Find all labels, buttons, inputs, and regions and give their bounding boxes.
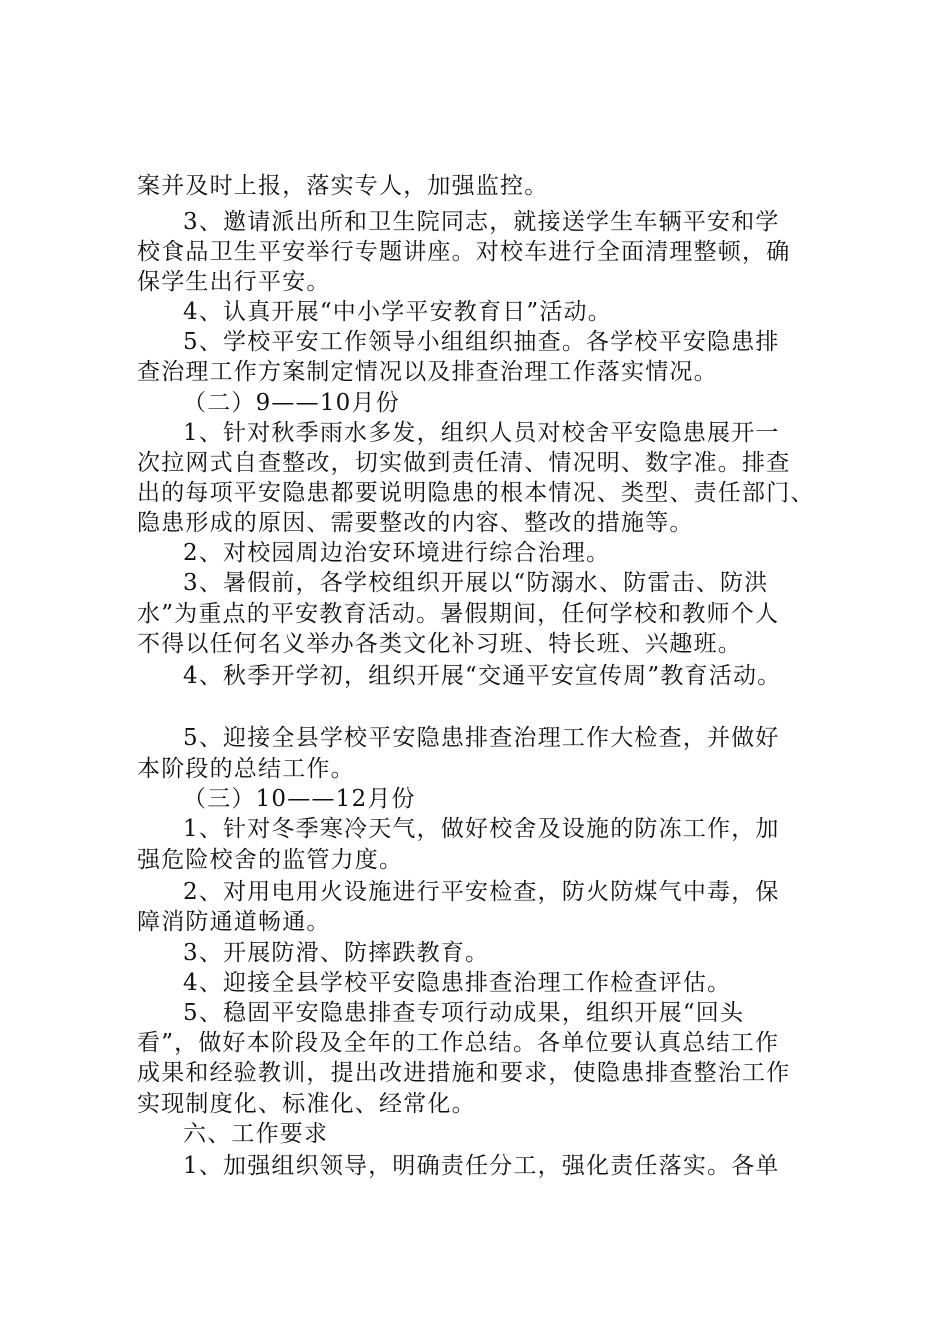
text-line: 3、邀请派出所和卫生院同志，就接送学生车辆平安和学 — [183, 209, 780, 235]
text-line: 1、针对秋季雨水多发，组织人员对校舍平安隐患展开一 — [183, 420, 780, 446]
text-line: 看”，做好本阶段及全年的工作总结。各单位要认真总结工作 — [137, 1030, 780, 1056]
text-line: 隐患形成的原因、需要整改的内容、整改的措施等。 — [137, 510, 694, 536]
text-line: 成果和经验教训，提出改进措施和要求，使隐患排查整治工作 — [137, 1060, 791, 1086]
text-line: 5、稳固平安隐患排查专项行动成果，组织开展“回头 — [183, 1000, 745, 1026]
text-line: 强危险校舍的监管力度。 — [137, 847, 404, 873]
text-line: 3、暑假前，各学校组织开展以“防溺水、防雷击、防洪 — [183, 570, 769, 596]
text-line: 4、迎接全县学校平安隐患排查治理工作检查评估。 — [183, 970, 732, 996]
text-line: 查治理工作方案制定情况以及排查治理工作落实情况。 — [137, 359, 718, 385]
text-line: 2、对用电用火设施进行平安检查，防火防煤气中毒，保 — [183, 879, 780, 905]
text-line: 本阶段的总结工作。 — [137, 756, 355, 782]
text-line: 4、认真开展“中小学平安教育日”活动。 — [183, 299, 612, 325]
text-line: 校食品卫生平安举行专题讲座。对校车进行全面清理整顿，确 — [137, 239, 791, 265]
text-line: 障消防通道畅通。 — [137, 909, 331, 935]
text-line: 次拉网式自查整改，切实做到责任清、情况明、数字准。排查 — [137, 450, 791, 476]
text-line: 出的每项平安隐患都要说明隐患的根本情况、类型、责任部门、 — [137, 480, 815, 506]
text-line: 案并及时上报，落实专人，加强监控。 — [137, 173, 549, 199]
text-line: 保学生出行平安。 — [137, 269, 331, 295]
text-line: 5、学校平安工作领导小组组织抽查。各学校平安隐患排 — [183, 329, 780, 355]
text-line: 3、开展防滑、防摔跌教育。 — [183, 940, 490, 966]
text-line: 5、迎接全县学校平安隐患排查治理工作大检查，并做好 — [183, 725, 780, 751]
section-heading: （二）9——10月份 — [183, 390, 400, 416]
text-line: 1、针对冬季寒冷天气，做好校舍及设施的防冻工作，加 — [183, 816, 780, 842]
text-line: 不得以任何名义举办各类文化补习班、特长班、兴趣班。 — [137, 631, 742, 657]
text-line: 1、加强组织领导，明确责任分工，强化责任落实。各单 — [183, 1153, 780, 1179]
section-heading: （三）10——12月份 — [183, 786, 416, 812]
text-line: 水”为重点的平安教育活动。暑假期间，任何学校和教师个人 — [137, 601, 780, 627]
section-heading: 六、工作要求 — [183, 1121, 329, 1147]
text-line: 实现制度化、标准化、经常化。 — [137, 1091, 476, 1117]
text-line: 2、对校园周边治安环境进行综合治理。 — [183, 540, 611, 566]
text-line: 4、秋季开学初，组织开展“交通平安宣传周”教育活动。 — [183, 663, 782, 689]
